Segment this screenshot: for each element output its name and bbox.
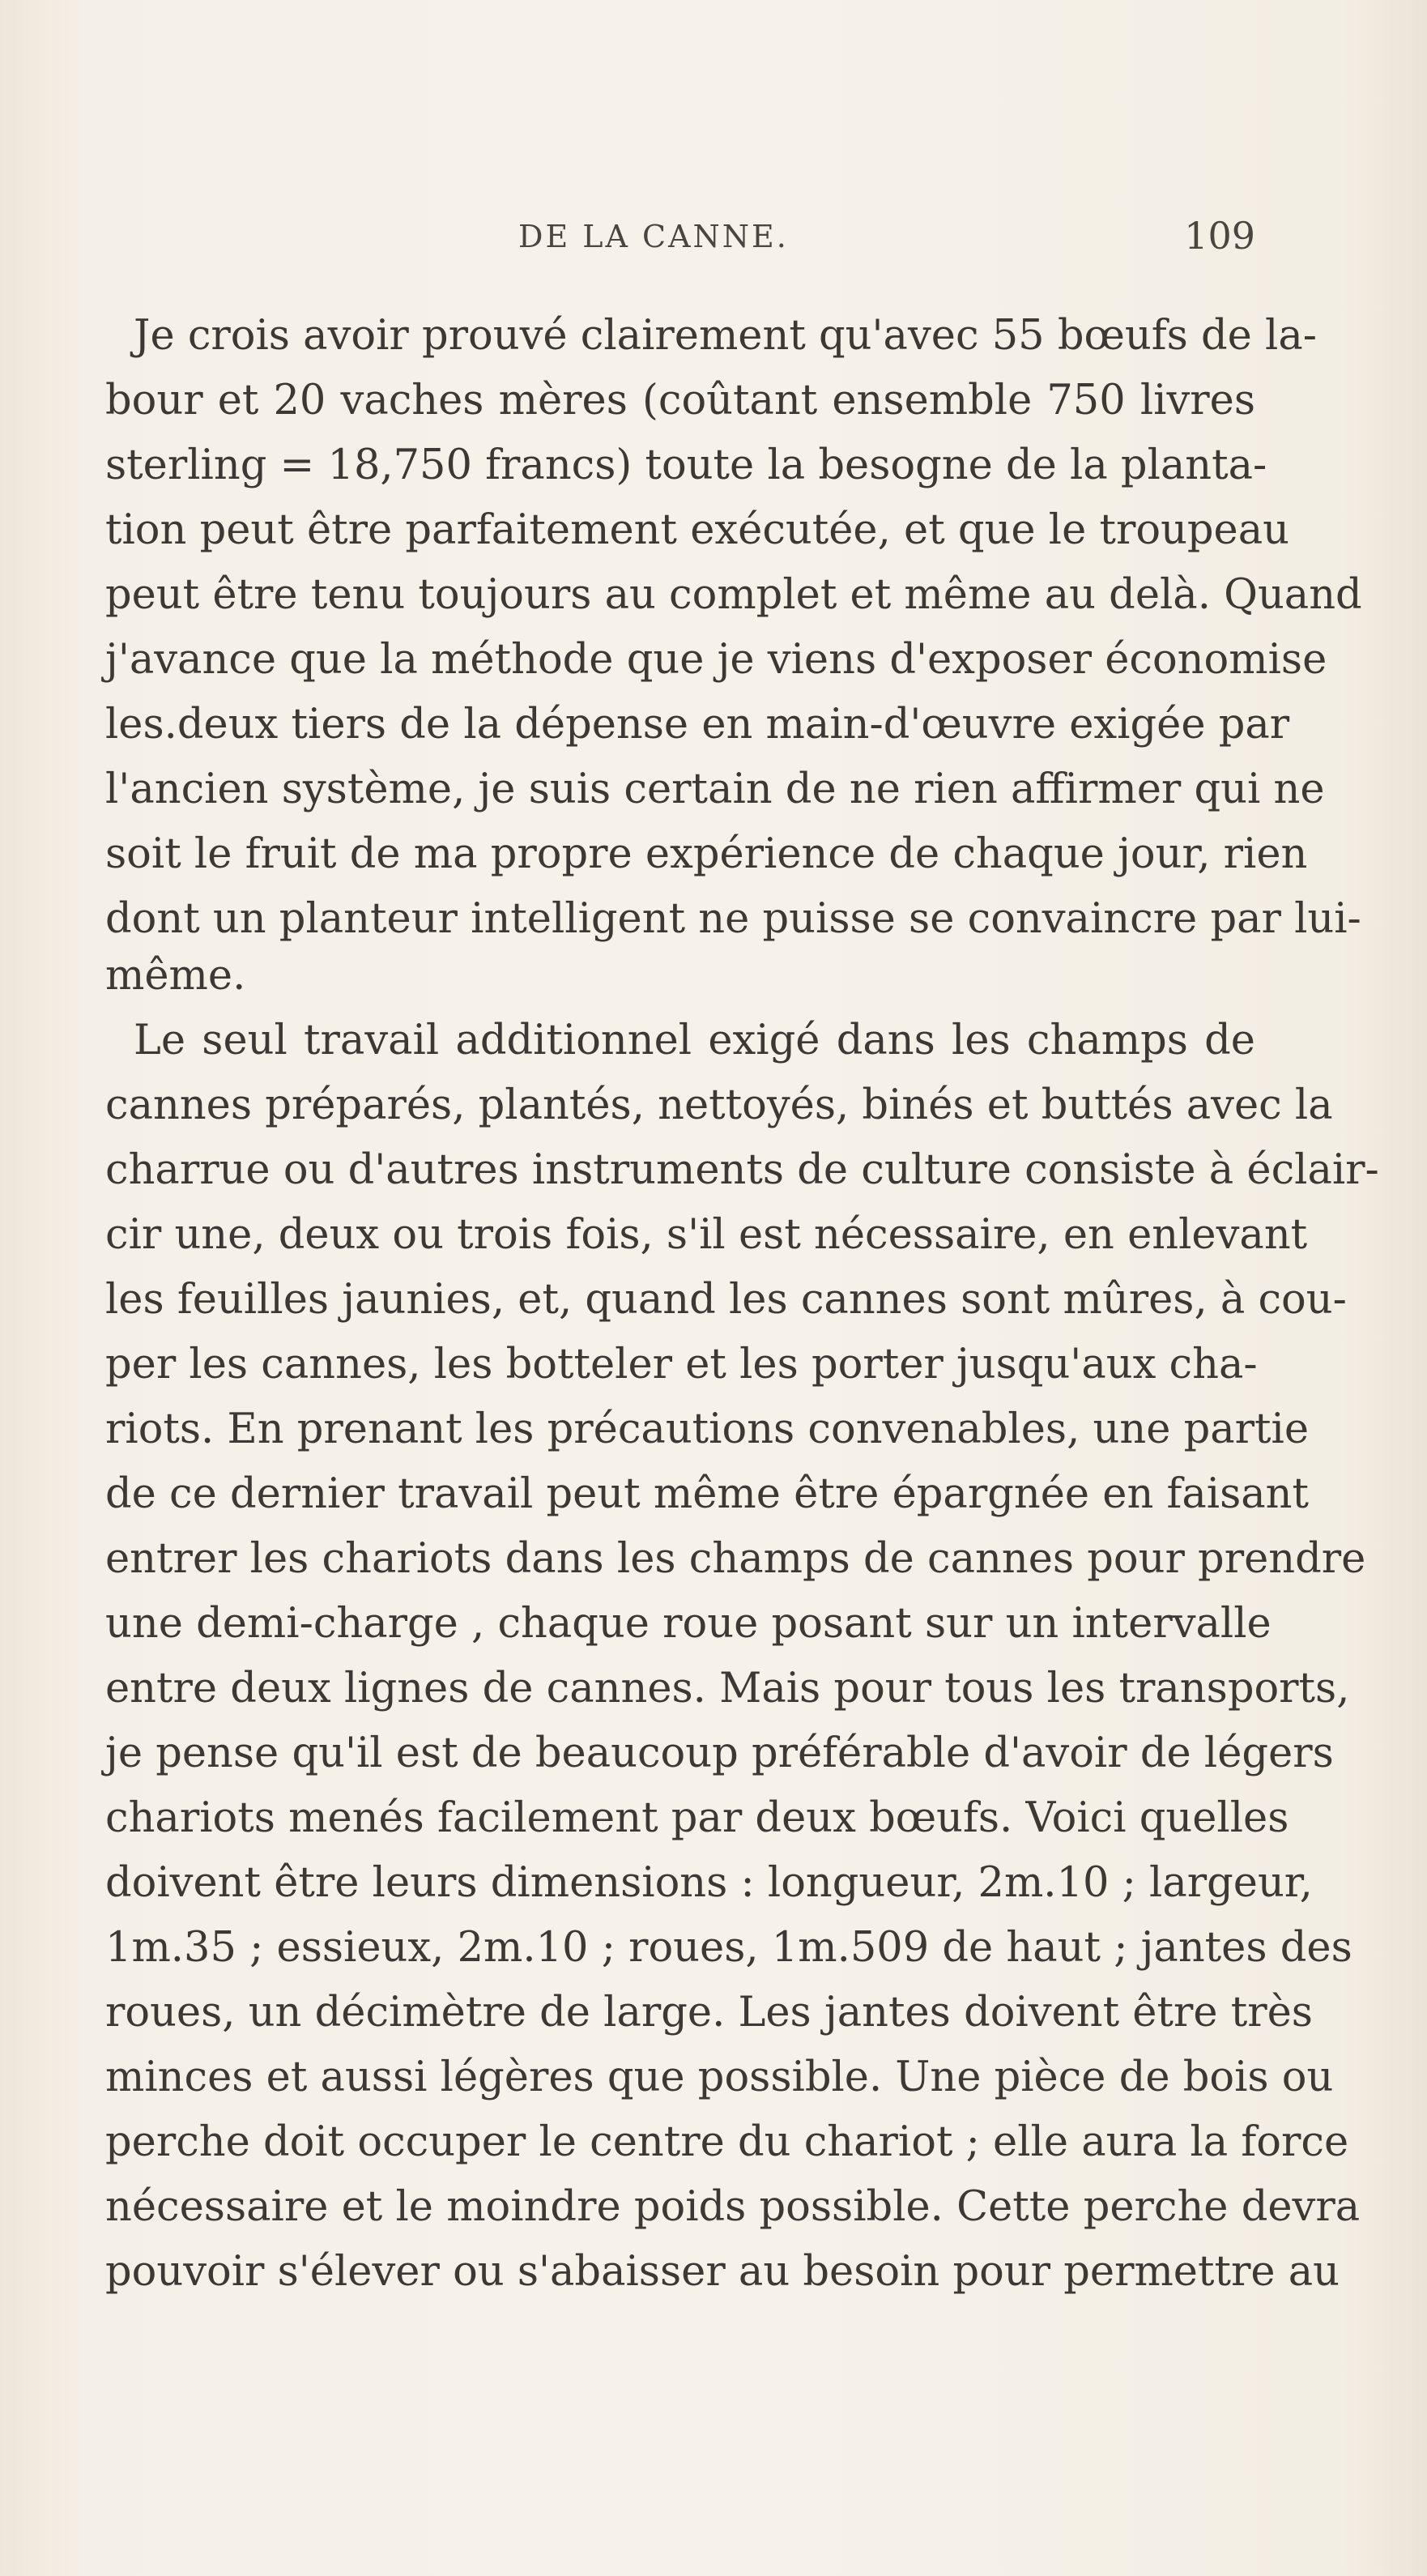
text-line: entre deux lignes de cannes. Mais pour tous les transports, — [105, 1665, 1350, 1712]
text-line: j'avance que la méthode que je viens d'exposer économise — [105, 636, 1327, 684]
text-line: même. — [105, 952, 246, 1000]
text-line: tion peut être parfaitement exécutée, et que le troupeau — [105, 506, 1289, 554]
text-line: per les cannes, les botteler et les porter jusqu'aux cha- — [105, 1341, 1258, 1388]
text-line: cannes préparés, plantés, nettoyés, binés et buttés avec la — [105, 1081, 1333, 1129]
text-line: entrer les chariots dans les champs de cannes pour prendre — [105, 1535, 1366, 1583]
text-line: une demi-charge , chaque roue posant sur un intervalle — [105, 1600, 1272, 1648]
text-line: riots. En prenant les précautions convenables, une partie — [105, 1405, 1310, 1453]
text-line: chariots menés facilement par deux bœufs. Voici quelles — [105, 1794, 1289, 1842]
text-line: soit le fruit de ma propre expérience de chaque jour, rien — [105, 830, 1308, 878]
text-line: charrue ou d'autres instruments de culture consiste à éclair- — [105, 1146, 1379, 1194]
text-line: perche doit occuper le centre du chariot ; elle aura la force — [105, 2118, 1349, 2166]
page-number: 109 — [1184, 214, 1255, 258]
page-header — [130, 214, 1255, 267]
text-line: Je crois avoir prouvé clairement qu'avec 55 bœufs de la- — [134, 312, 1317, 360]
text-line: pouvoir s'élever ou s'abaisser au besoin pour permettre au — [105, 2248, 1340, 2296]
text-line: bour et 20 vaches mères (coûtant ensemble 750 livres — [105, 377, 1255, 424]
running-title: DE LA CANNE. — [518, 219, 789, 254]
text-line: les feuilles jaunies, et, quand les cannes sont mûres, à cou- — [105, 1276, 1347, 1324]
text-line: sterling = 18,750 francs) toute la besogne de la planta- — [105, 441, 1267, 489]
text-line: minces et aussi légères que possible. Une pièce de bois ou — [105, 2054, 1334, 2101]
text-line: 1m.35 ; essieux, 2m.10 ; roues, 1m.509 de haut ; jantes des — [105, 1924, 1352, 1972]
text-line: cir une, deux ou trois fois, s'il est nécessaire, en enlevant — [105, 1211, 1308, 1259]
text-line: l'ancien système, je suis certain de ne rien affirmer qui ne — [105, 766, 1325, 813]
text-line: les.deux tiers de la dépense en main-d'œuvre exigée par — [105, 701, 1290, 748]
text-line: nécessaire et le moindre poids possible. Cette perche devra — [105, 2183, 1361, 2231]
text-line: dont un planteur intelligent ne puisse se convaincre par lui- — [105, 895, 1361, 943]
text-line: roues, un décimètre de large. Les jantes doivent être très — [105, 1989, 1313, 2036]
text-line: peut être tenu toujours au complet et même au delà. Quand — [105, 571, 1362, 619]
text-line: de ce dernier travail peut même être épargnée en faisant — [105, 1470, 1310, 1518]
text-line: doivent être leurs dimensions : longueur, 2m.10 ; largeur, — [105, 1859, 1313, 1907]
text-line: je pense qu'il est de beaucoup préférable d'avoir de légers — [105, 1729, 1334, 1777]
text-line: Le seul travail additionnel exigé dans les champs de — [134, 1017, 1255, 1064]
